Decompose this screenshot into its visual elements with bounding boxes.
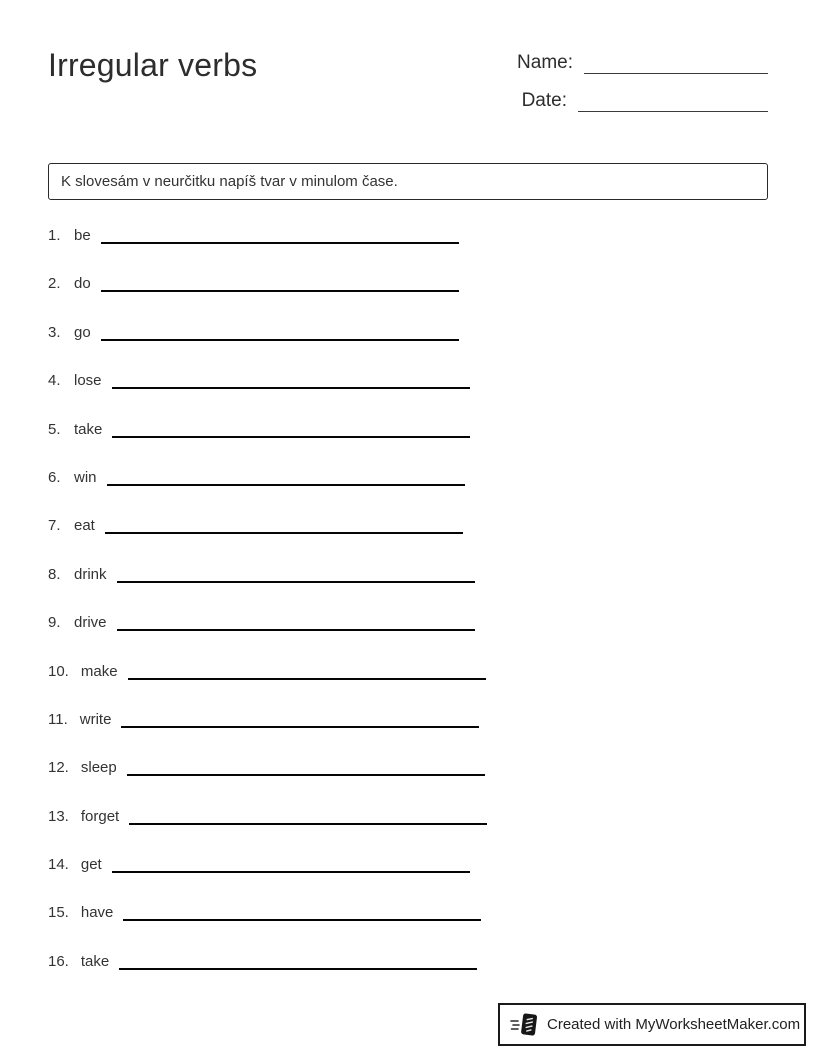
instructions-box <box>48 163 768 200</box>
question-row-9 <box>48 587 768 635</box>
question-number: 4. <box>48 372 61 390</box>
question-verb: have <box>80 904 114 922</box>
question-number: 12. <box>48 759 69 777</box>
answer-blank-line <box>105 532 463 534</box>
question-verb: write <box>79 710 112 728</box>
question-row-11 <box>48 684 768 732</box>
question-verb: make <box>80 662 118 680</box>
date-row <box>522 90 768 114</box>
name-date-block <box>517 52 768 128</box>
question-row-7 <box>48 490 768 538</box>
question-number: 10. <box>48 662 69 680</box>
answer-blank-line <box>129 823 487 825</box>
question-number: 8. <box>48 565 61 583</box>
worksheetmaker-logo-icon <box>510 1011 540 1039</box>
question-row-13 <box>48 781 768 829</box>
question-row-6 <box>48 442 768 490</box>
answer-blank-line <box>112 436 470 438</box>
question-number: 13. <box>48 807 69 825</box>
question-number: 5. <box>48 420 61 438</box>
question-row-1 <box>48 200 768 248</box>
question-row-16 <box>48 926 768 974</box>
answer-blank-line <box>127 774 485 776</box>
instructions-text: K slovesám v neurčitku napíš tvar v minulom čase. <box>61 173 398 190</box>
question-row-15 <box>48 877 768 925</box>
answer-blank-line <box>101 242 459 244</box>
question-list <box>48 200 768 974</box>
question-row-4 <box>48 345 768 393</box>
question-number: 16. <box>48 952 69 970</box>
question-verb: take <box>80 952 110 970</box>
answer-blank-line <box>101 339 459 341</box>
question-number: 11. <box>48 710 68 728</box>
question-verb: be <box>74 227 91 244</box>
question-verb: eat <box>74 517 95 535</box>
question-verb: drive <box>74 614 107 632</box>
question-row-14 <box>48 829 768 877</box>
page-title: Irregular verbs <box>48 47 258 83</box>
question-row-5 <box>48 394 768 442</box>
question-number: 14. <box>48 856 69 874</box>
date-label: Date: <box>521 90 567 111</box>
name-label: Name: <box>517 52 573 73</box>
answer-blank-line <box>119 968 477 970</box>
question-number: 7. <box>48 517 61 535</box>
name-blank-line <box>584 73 768 74</box>
question-number: 3. <box>48 323 61 341</box>
question-row-10 <box>48 636 768 684</box>
question-row-2 <box>48 248 768 296</box>
question-number: 9. <box>48 614 61 632</box>
question-row-12 <box>48 732 768 780</box>
answer-blank-line <box>117 581 475 583</box>
question-number: 15. <box>48 904 69 922</box>
question-verb: go <box>74 323 91 341</box>
name-row <box>517 52 768 76</box>
question-verb: get <box>80 856 102 874</box>
question-verb: forget <box>80 807 120 825</box>
answer-blank-line <box>112 387 470 389</box>
question-row-3 <box>48 297 768 345</box>
question-number: 6. <box>48 468 61 486</box>
answer-blank-line <box>123 919 481 921</box>
question-verb: win <box>74 468 97 486</box>
question-verb: do <box>74 275 91 293</box>
question-verb: take <box>74 420 103 438</box>
question-number: 2. <box>48 275 61 293</box>
answer-blank-line <box>112 871 470 873</box>
question-number: 1. <box>48 227 61 244</box>
question-row-8 <box>48 539 768 587</box>
credit-text: Created with MyWorksheetMaker.com <box>547 1016 801 1033</box>
date-blank-line <box>578 111 768 112</box>
question-verb: sleep <box>80 759 117 777</box>
credit-badge <box>498 1003 806 1046</box>
answer-blank-line <box>121 726 479 728</box>
answer-blank-line <box>107 484 465 486</box>
question-verb: drink <box>74 565 107 583</box>
answer-blank-line <box>101 290 459 292</box>
question-verb: lose <box>74 372 102 390</box>
answer-blank-line <box>128 678 486 680</box>
answer-blank-line <box>117 629 475 631</box>
